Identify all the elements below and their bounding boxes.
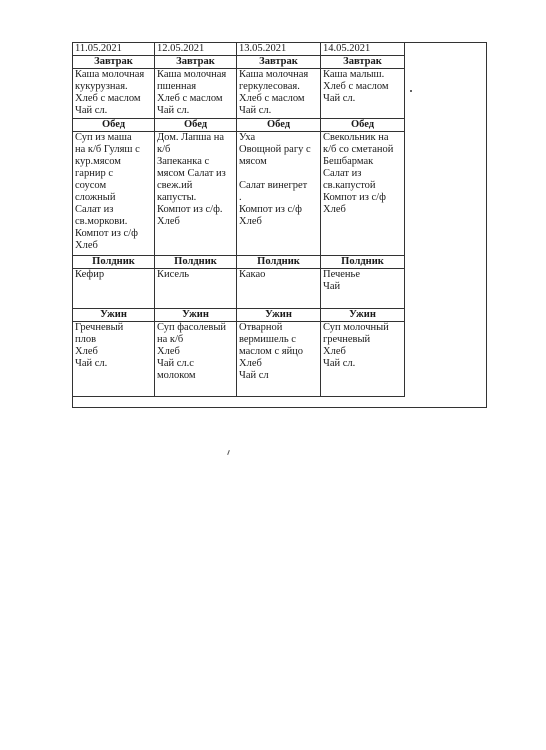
menu-line: Чай сл. (323, 93, 356, 104)
menu-line: геркулесовая. (239, 81, 300, 92)
menu-line: вермишель с (239, 334, 296, 345)
menu-line: Чай сл. (75, 358, 108, 369)
menu-line: Хлеб (75, 240, 98, 251)
menu-line: на к/б (157, 334, 184, 345)
menu-line: Уха (239, 132, 256, 143)
menu-line: Хлеб (157, 346, 180, 357)
menu-line: мясом (239, 156, 267, 167)
breakfast-cell (321, 69, 405, 119)
menu-line: Каша молочная (239, 69, 309, 80)
snack-header: Полдник (321, 256, 405, 269)
lunch-cell (321, 132, 405, 256)
snack-header: Полдник (155, 256, 237, 269)
snack-row (73, 269, 405, 309)
dinner-cell (237, 322, 321, 397)
menu-line: Хлеб (75, 346, 98, 357)
dinner-row (73, 322, 405, 397)
dinner-header: Ужин (73, 309, 155, 322)
date-cell: 11.05.2021 (73, 43, 155, 56)
menu-line: Отварной (239, 322, 283, 333)
menu-line: Бешбармак (323, 156, 374, 167)
menu-line: Хлеб (323, 346, 346, 357)
menu-line: Хлеб (239, 358, 262, 369)
menu-line: Чай сл. (323, 358, 356, 369)
menu-line: кукурузная. (75, 81, 128, 92)
menu-line: мясом Салат из (157, 168, 226, 179)
stray-tick (227, 450, 230, 455)
menu-line: Салат из (323, 168, 362, 179)
menu-line: Каша молочная (157, 69, 227, 80)
breakfast-header-row (73, 56, 405, 69)
lunch-header: Обед (321, 119, 405, 132)
menu-line: свеж.ий (157, 180, 193, 191)
menu-line: Дом. Лапша на (157, 132, 225, 143)
breakfast-header: Завтрак (321, 56, 405, 69)
snack-header-row (73, 256, 405, 269)
snack-cell (155, 269, 237, 309)
menu-line: Суп фасолевый (157, 322, 227, 333)
dinner-header: Ужин (321, 309, 405, 322)
stray-mark (410, 90, 412, 92)
menu-line: молоком (157, 370, 196, 381)
menu-line: Гречневый (75, 322, 124, 333)
menu-line: Хлеб с маслом (239, 93, 305, 104)
menu-line: сложный (75, 192, 116, 203)
date-cell: 14.05.2021 (321, 43, 405, 56)
breakfast-cell (155, 69, 237, 119)
menu-line: св.моркови. (75, 216, 128, 227)
menu-line: Печенье (323, 269, 360, 280)
menu-line: Суп из маша (75, 132, 132, 143)
menu-line: соусом (75, 180, 107, 191)
menu-line: Запеканка с (157, 156, 210, 167)
snack-header: Полдник (237, 256, 321, 269)
menu-line: Чай сл (239, 370, 269, 381)
dinner-header-row (73, 309, 405, 322)
menu-line: Хлеб (239, 216, 262, 227)
menu-line: Компот из с/ф (239, 204, 302, 215)
menu-line: Чай сл. (239, 105, 272, 116)
dinner-header: Ужин (155, 309, 237, 322)
breakfast-cell (73, 69, 155, 119)
dinner-header: Ужин (237, 309, 321, 322)
menu-line (239, 168, 318, 180)
menu-line: Компот из с/ф (75, 228, 138, 239)
menu-line: гречневый (323, 334, 371, 345)
dinner-cell (155, 322, 237, 397)
dinner-cell (73, 322, 155, 397)
menu-line: Хлеб с маслом (75, 93, 141, 104)
menu-line: Хлеб с маслом (157, 93, 223, 104)
lunch-cell (155, 132, 237, 256)
menu-line: Хлеб (157, 216, 180, 227)
breakfast-header: Завтрак (73, 56, 155, 69)
snack-cell (73, 269, 155, 309)
menu-line: Чай (323, 281, 341, 292)
lunch-header: Обед (73, 119, 155, 132)
menu-line: к/б со сметаной (323, 144, 394, 155)
menu-line: Салат винегрет (239, 180, 308, 191)
dinner-cell (321, 322, 405, 397)
menu-line: Компот из с/ф (323, 192, 386, 203)
menu-line: Чай сл. (75, 105, 108, 116)
breakfast-header: Завтрак (237, 56, 321, 69)
menu-line: Кефир (75, 269, 105, 280)
lunch-cell (237, 132, 321, 256)
lunch-row (73, 132, 405, 256)
menu-line: к/б (157, 144, 171, 155)
breakfast-row (73, 69, 405, 119)
menu-line: Хлеб (323, 204, 346, 215)
menu-line: Чай сл.с (157, 358, 194, 369)
menu-line: капусты. (157, 192, 197, 203)
menu-line: Чай сл. (157, 105, 190, 116)
menu-line: Компот из с/ф. (157, 204, 223, 215)
menu-table (72, 42, 405, 397)
menu-line: Хлеб с маслом (323, 81, 389, 92)
lunch-header: Обед (237, 119, 321, 132)
menu-line: . (239, 192, 242, 203)
menu-line: Суп молочный (323, 322, 389, 333)
breakfast-cell (237, 69, 321, 119)
menu-line: св.капустой (323, 180, 376, 191)
dates-row (73, 43, 405, 56)
menu-line: Салат из (75, 204, 114, 215)
snack-cell (237, 269, 321, 309)
menu-line: плов (75, 334, 97, 345)
menu-line: кур.мясом (75, 156, 121, 167)
menu-line: маслом с яйцо (239, 346, 304, 357)
menu-line: Овощной рагу с (239, 144, 311, 155)
lunch-header-row (73, 119, 405, 132)
breakfast-header: Завтрак (155, 56, 237, 69)
menu-line: Каша молочная (75, 69, 145, 80)
date-cell: 12.05.2021 (155, 43, 237, 56)
date-cell: 13.05.2021 (237, 43, 321, 56)
menu-line: Каша малыш. (323, 69, 385, 80)
lunch-cell (73, 132, 155, 256)
menu-line: Какао (239, 269, 266, 280)
snack-cell (321, 269, 405, 309)
lunch-header: Обед (155, 119, 237, 132)
menu-line: пшенная (157, 81, 197, 92)
menu-line: Свекольник на (323, 132, 389, 143)
menu-line: гарнир с (75, 168, 113, 179)
snack-header: Полдник (73, 256, 155, 269)
menu-line: на к/б Гуляш с (75, 144, 140, 155)
menu-line: Кисель (157, 269, 190, 280)
